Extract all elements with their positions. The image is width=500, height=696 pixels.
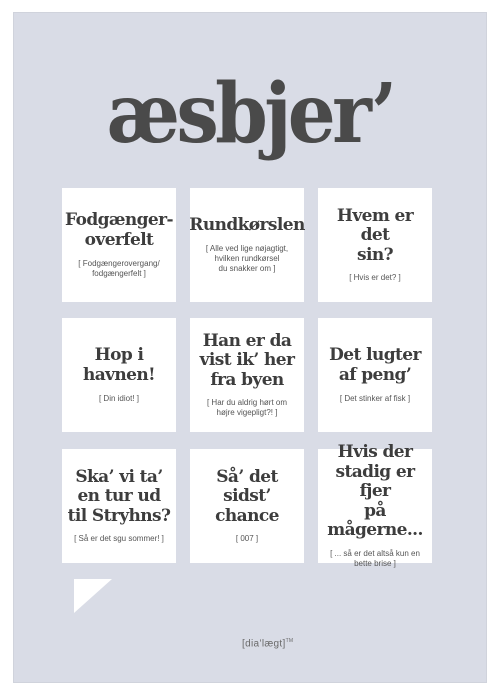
translation-text: [ Det stinker af fisk ] xyxy=(339,393,411,403)
phrase-card xyxy=(318,318,432,432)
phrase-card xyxy=(318,442,432,568)
brand-logo xyxy=(242,638,293,649)
phrase-text: Ska’ vi ta’ en tur ud til Stryhns? xyxy=(67,466,171,526)
translation-text: [ ... så er det altså kun en bette brise ] xyxy=(330,548,420,568)
translation-text: [ Din idiot! ] xyxy=(98,393,139,403)
speech-bubble-tail xyxy=(74,579,112,613)
phrase-text: Hvis der stadig er fjer på mågerne... xyxy=(327,442,423,541)
translation-text: [ Fodgængerovergang/ fodgængerfelt ] xyxy=(78,258,160,278)
phrase-text: Så’ det sidst’ chance xyxy=(215,466,279,526)
phrase-card xyxy=(190,318,304,432)
phrase-card xyxy=(190,449,304,563)
poster xyxy=(14,13,486,682)
poster-title: æsbjer’ xyxy=(106,66,394,162)
phrase-card xyxy=(62,188,176,302)
phrase-text: Hop i havnen! xyxy=(82,345,156,385)
translation-text: [ Har du aldrig hørt om højre vigepligt?! ] xyxy=(206,398,288,418)
phrase-text: Rundkørslen xyxy=(189,215,305,236)
phrase-card xyxy=(318,188,432,302)
phrase-card xyxy=(62,318,176,432)
translation-text: [ Alle ved lige nøjagtigt, hvilken rundkørsel du snakker om ] xyxy=(205,243,289,273)
phrase-text: Det lugter af peng’ xyxy=(329,345,421,385)
phrase-text: Hvem er det sin? xyxy=(336,205,414,265)
translation-text: [ Så er det sgu sommer! ] xyxy=(74,534,164,544)
phrase-card xyxy=(190,188,304,302)
translation-text: [ 007 ] xyxy=(235,534,259,544)
trademark-mark: TM xyxy=(285,638,294,644)
phrase-text: Han er da vist ik’ her fra byen xyxy=(199,330,295,390)
phrase-card-speech-bubble xyxy=(62,449,176,563)
translation-text: [ Hvis er det? ] xyxy=(349,273,401,283)
brand-logo-text: [dia’lægt] xyxy=(242,638,286,650)
phrase-text: Fodgænger- overfelt xyxy=(65,210,173,250)
